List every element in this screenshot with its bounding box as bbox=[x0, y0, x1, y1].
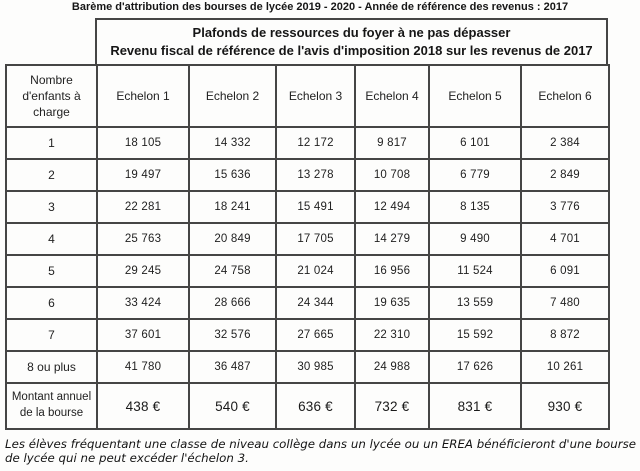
cell-value: 19 497 bbox=[97, 159, 189, 191]
table-row-7-enfants bbox=[6, 319, 609, 351]
amount-row-label bbox=[6, 383, 97, 429]
cell-value: 10 261 bbox=[521, 351, 609, 383]
table-row-1-enfant bbox=[6, 127, 609, 159]
cell-value: 30 985 bbox=[276, 351, 355, 383]
corner-header-nombre-enfants: Nombre d'enfants à charge bbox=[6, 65, 97, 127]
cell-value: 22 281 bbox=[97, 191, 189, 223]
cell-value: 16 956 bbox=[355, 255, 429, 287]
cell-value: 14 332 bbox=[189, 127, 276, 159]
cell-value: 20 849 bbox=[189, 223, 276, 255]
table-row-montant-annuel bbox=[6, 383, 609, 429]
cell-value: 17 705 bbox=[276, 223, 355, 255]
table-header-row bbox=[6, 65, 609, 127]
cell-value: 37 601 bbox=[97, 319, 189, 351]
cell-value: 18 241 bbox=[189, 191, 276, 223]
row-label: 5 bbox=[6, 255, 97, 287]
cell-value: 36 487 bbox=[189, 351, 276, 383]
amount-value: 438 € bbox=[97, 383, 189, 429]
cell-value: 29 245 bbox=[97, 255, 189, 287]
row-label: 3 bbox=[6, 191, 97, 223]
cell-value: 10 708 bbox=[355, 159, 429, 191]
cell-value: 24 758 bbox=[189, 255, 276, 287]
cell-value: 2 849 bbox=[521, 159, 609, 191]
cell-value: 8 872 bbox=[521, 319, 609, 351]
column-header-echelon-5: Echelon 5 bbox=[429, 65, 521, 127]
cell-value: 24 988 bbox=[355, 351, 429, 383]
cell-value: 9 490 bbox=[429, 223, 521, 255]
amount-label-line-1: Montant annuel bbox=[11, 391, 92, 404]
cell-value: 28 666 bbox=[189, 287, 276, 319]
cell-value: 13 278 bbox=[276, 159, 355, 191]
cell-value: 19 635 bbox=[355, 287, 429, 319]
row-label: 4 bbox=[6, 223, 97, 255]
cell-value: 21 024 bbox=[276, 255, 355, 287]
table-row-2-enfants bbox=[6, 159, 609, 191]
amount-value: 930 € bbox=[521, 383, 609, 429]
table-row-5-enfants bbox=[6, 255, 609, 287]
row-label: 6 bbox=[6, 287, 97, 319]
cell-value: 6 091 bbox=[521, 255, 609, 287]
table-row-3-enfants bbox=[6, 191, 609, 223]
amount-value: 831 € bbox=[429, 383, 521, 429]
cell-value: 3 776 bbox=[521, 191, 609, 223]
cell-value: 41 780 bbox=[97, 351, 189, 383]
row-label: 2 bbox=[6, 159, 97, 191]
cell-value: 24 344 bbox=[276, 287, 355, 319]
cell-value: 27 665 bbox=[276, 319, 355, 351]
cell-value: 9 817 bbox=[355, 127, 429, 159]
document-title: Barème d'attribution des bourses de lycée 2019 - 2020 - Année de référence des revenus : 2017 bbox=[71, 1, 569, 13]
cell-value: 22 310 bbox=[355, 319, 429, 351]
cell-value: 6 779 bbox=[429, 159, 521, 191]
column-header-echelon-3: Echelon 3 bbox=[276, 65, 355, 127]
column-header-echelon-4: Echelon 4 bbox=[355, 65, 429, 127]
amount-value: 636 € bbox=[276, 383, 355, 429]
amount-value: 540 € bbox=[189, 383, 276, 429]
table-row-6-enfants bbox=[6, 287, 609, 319]
column-header-echelon-6: Echelon 6 bbox=[521, 65, 609, 127]
cell-value: 7 480 bbox=[521, 287, 609, 319]
cell-value: 15 636 bbox=[189, 159, 276, 191]
row-label: 7 bbox=[6, 319, 97, 351]
row-label: 1 bbox=[6, 127, 97, 159]
cell-value: 2 384 bbox=[521, 127, 609, 159]
cell-value: 32 576 bbox=[189, 319, 276, 351]
cell-value: 11 524 bbox=[429, 255, 521, 287]
cell-value: 17 626 bbox=[429, 351, 521, 383]
cell-value: 33 424 bbox=[97, 287, 189, 319]
plafonds-header-line-2: Revenu fiscal de référence de l'avis d'imposition 2018 sur les revenus de 2017 bbox=[110, 42, 593, 58]
cell-value: 18 105 bbox=[97, 127, 189, 159]
cell-value: 15 592 bbox=[429, 319, 521, 351]
cell-value: 6 101 bbox=[429, 127, 521, 159]
footnote-text: Les élèves fréquentant une classe de niveau collège dans un lycée ou un EREA bénéficieront d'une bourse de lycée qui ne peut excéder l'échelon 3. bbox=[5, 437, 636, 465]
cell-value: 12 172 bbox=[276, 127, 355, 159]
bareme-table bbox=[5, 64, 610, 430]
cell-value: 4 701 bbox=[521, 223, 609, 255]
cell-value: 15 491 bbox=[276, 191, 355, 223]
column-header-echelon-1: Echelon 1 bbox=[97, 65, 189, 127]
row-label: 8 ou plus bbox=[6, 351, 97, 383]
table-row-4-enfants bbox=[6, 223, 609, 255]
column-header-echelon-2: Echelon 2 bbox=[189, 65, 276, 127]
amount-value: 732 € bbox=[355, 383, 429, 429]
plafonds-header-box bbox=[95, 18, 608, 64]
table-row-8-ou-plus bbox=[6, 351, 609, 383]
cell-value: 25 763 bbox=[97, 223, 189, 255]
cell-value: 13 559 bbox=[429, 287, 521, 319]
cell-value: 14 279 bbox=[355, 223, 429, 255]
plafonds-header-line-1: Plafonds de ressources du foyer à ne pas dépasser bbox=[192, 24, 511, 40]
cell-value: 12 494 bbox=[355, 191, 429, 223]
amount-label-line-2: de la bourse bbox=[19, 407, 84, 419]
cell-value: 8 135 bbox=[429, 191, 521, 223]
